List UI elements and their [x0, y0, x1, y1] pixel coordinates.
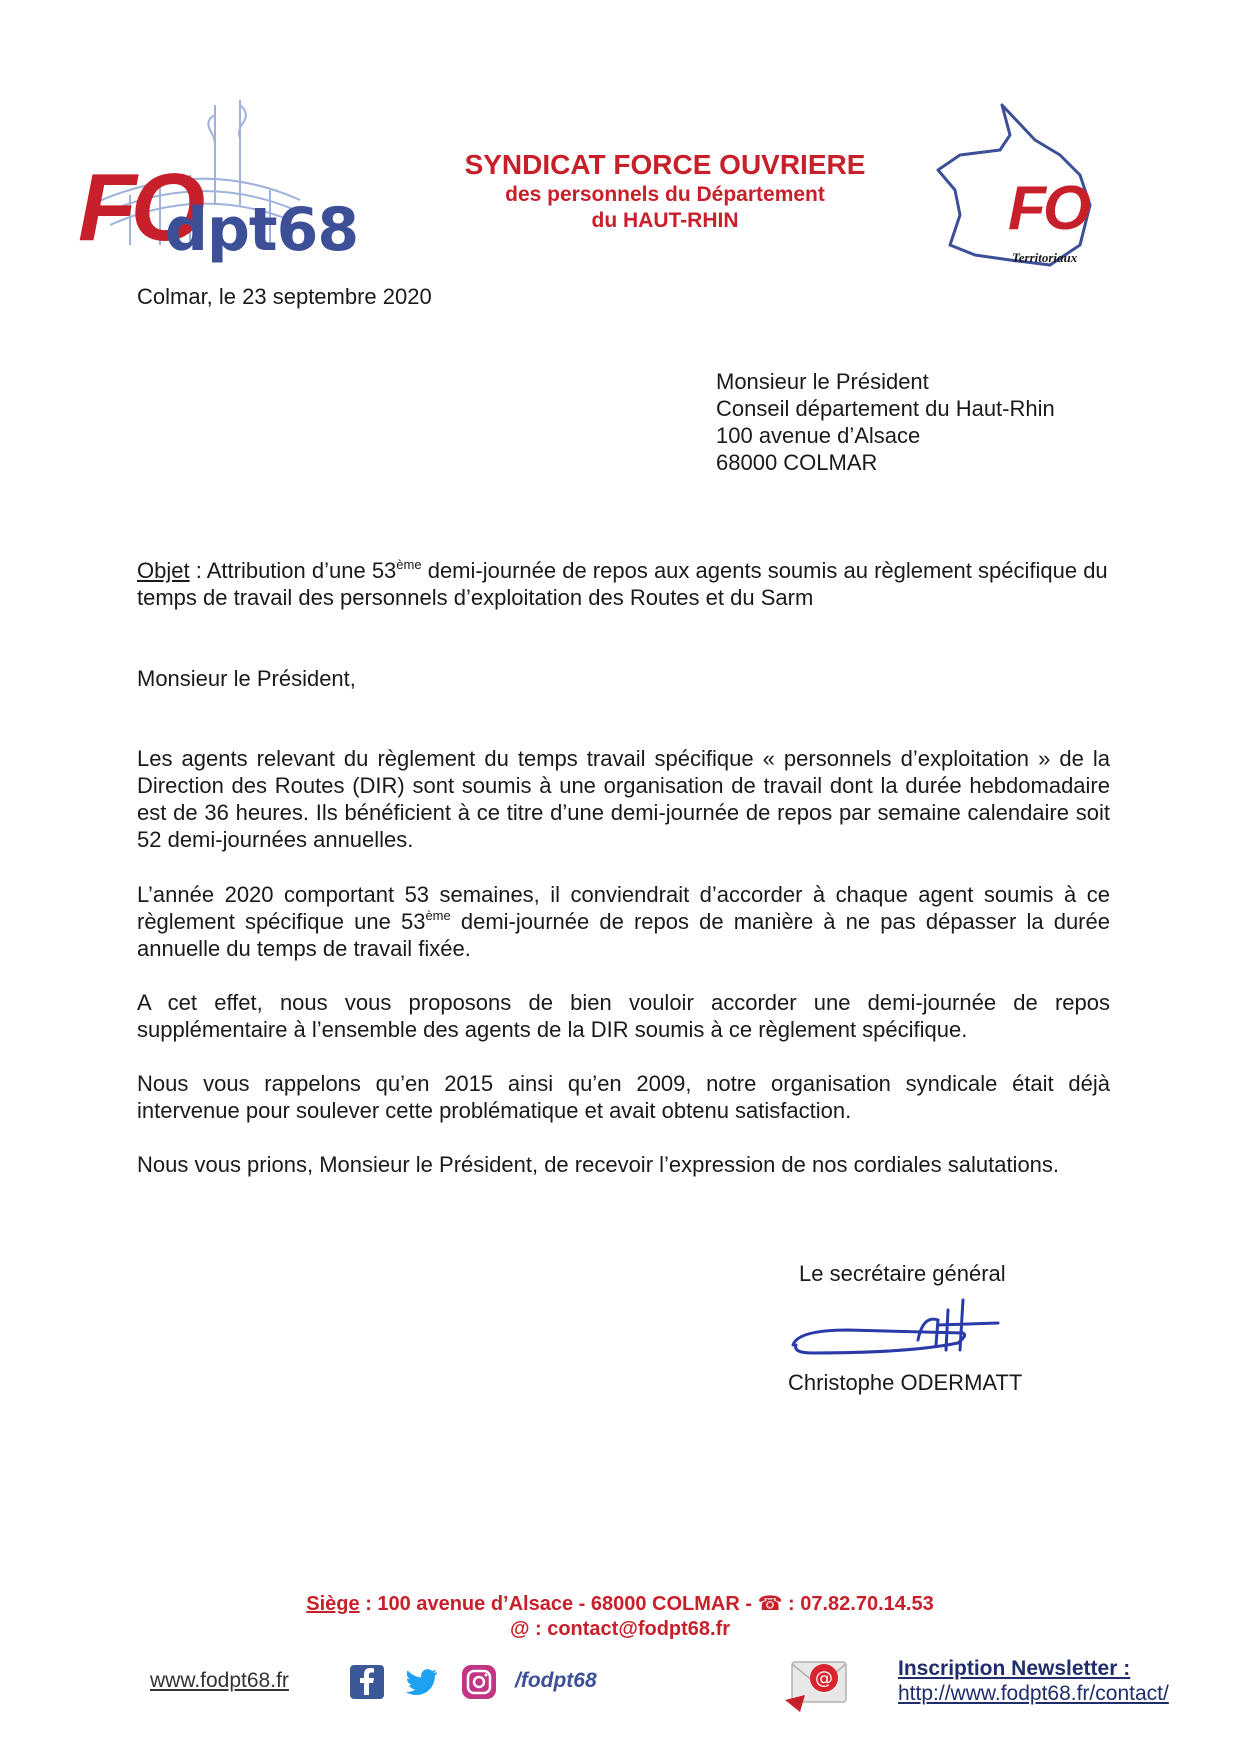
logo-dpt68-text: dpt68	[165, 195, 359, 265]
recipient-line: Monsieur le Président	[716, 369, 929, 394]
recipient-line: Conseil département du Haut-Rhin	[716, 396, 1055, 421]
paragraph-2-post: demi-journée de repos de manière à ne pas dépasser la durée annuelle du temps de travail fixée.	[137, 909, 1110, 961]
subject-superscript: ème	[396, 557, 422, 572]
signatory-name: Christophe ODERMATT	[788, 1370, 1023, 1395]
subject-label: Objet	[137, 558, 190, 583]
body-paragraph-4: Nous vous rappelons qu’en 2015 ainsi qu’en 2009, notre organisation syndicale était déjà intervenue pour soulever cette problématique et avait obtenu satisfaction.	[137, 1071, 1110, 1123]
newsletter-link[interactable]: http://www.fodpt68.fr/contact/	[898, 1682, 1169, 1705]
org-subtitle-line1: des personnels du Département	[505, 183, 825, 206]
letter-subject	[137, 557, 1117, 611]
instagram-icon[interactable]	[462, 1665, 496, 1699]
newsletter-title: Inscription Newsletter :	[898, 1657, 1131, 1680]
subject-text-post: demi-journée de repos aux agents soumis au règlement spécifique du temps de travail des personnels d’exploitation des Routes et du Sarm	[137, 558, 1108, 610]
logo-fo-text: FO	[78, 154, 200, 261]
logo-territoriaux-text: Territoriaux	[1012, 250, 1078, 265]
body-paragraph-5: Nous vous prions, Monsieur le Président, de recevoir l’expression de nos cordiales salutations.	[137, 1152, 1060, 1177]
footer-email: @ : contact@fodpt68.fr	[509, 1618, 731, 1640]
paragraph-2-superscript: ème	[425, 908, 451, 923]
letter-date: Colmar, le 23 septembre 2020	[137, 284, 432, 309]
salutation: Monsieur le Président,	[137, 666, 356, 691]
svg-text:@: @	[815, 1668, 833, 1689]
footer-address	[120, 1592, 1120, 1616]
facebook-icon[interactable]	[350, 1665, 384, 1699]
recipient-address	[716, 368, 1055, 476]
twitter-icon[interactable]	[405, 1665, 439, 1699]
handwritten-signature	[788, 1295, 1018, 1365]
recipient-line: 68000 COLMAR	[716, 450, 878, 475]
signatory-title: Le secrétaire général	[799, 1261, 1006, 1286]
org-title: SYNDICAT FORCE OUVRIERE	[464, 149, 866, 180]
footer-siege-text: : 100 avenue d’Alsace - 68000 COLMAR - ☎ : 07.82.70.14.53	[359, 1593, 934, 1615]
body-paragraph-2	[137, 881, 1110, 962]
logo-fo-right-text: FO	[1008, 174, 1089, 243]
org-subtitle-line2: du HAUT-RHIN	[591, 209, 739, 232]
social-handle[interactable]: /fodpt68	[515, 1669, 597, 1692]
footer-siege-label: Siège	[306, 1593, 360, 1615]
subject-text-pre: : Attribution d’une 53	[189, 558, 397, 583]
recipient-line: 100 avenue d’Alsace	[716, 423, 921, 448]
paragraph-2-pre: L’année 2020 comportant 53 semaines, il conviendrait d’accorder à chaque agent soumis à ce règlement spécifique une 53	[137, 882, 1110, 934]
organization-header	[430, 148, 900, 234]
body-paragraph-1: Les agents relevant du règlement du temps travail spécifique « personnels d’exploitation » de la Direction des Routes (DIR) sont soumis à une organisation de travail dont la durée hebdomadaire est de 36 heures. Ils bénéficient à ce titre d’une demi-journée de repos par semaine calendaire soit 52 demi-journées annuelles.	[137, 746, 1110, 852]
website-link[interactable]: www.fodpt68.fr	[150, 1669, 289, 1692]
body-paragraph-3: A cet effet, nous vous proposons de bien vouloir accorder une demi-journée de repos supplémentaire à l’ensemble des agents de la DIR soumis à ce règlement spécifique.	[137, 990, 1110, 1042]
email-envelope-icon[interactable]	[780, 1650, 860, 1720]
